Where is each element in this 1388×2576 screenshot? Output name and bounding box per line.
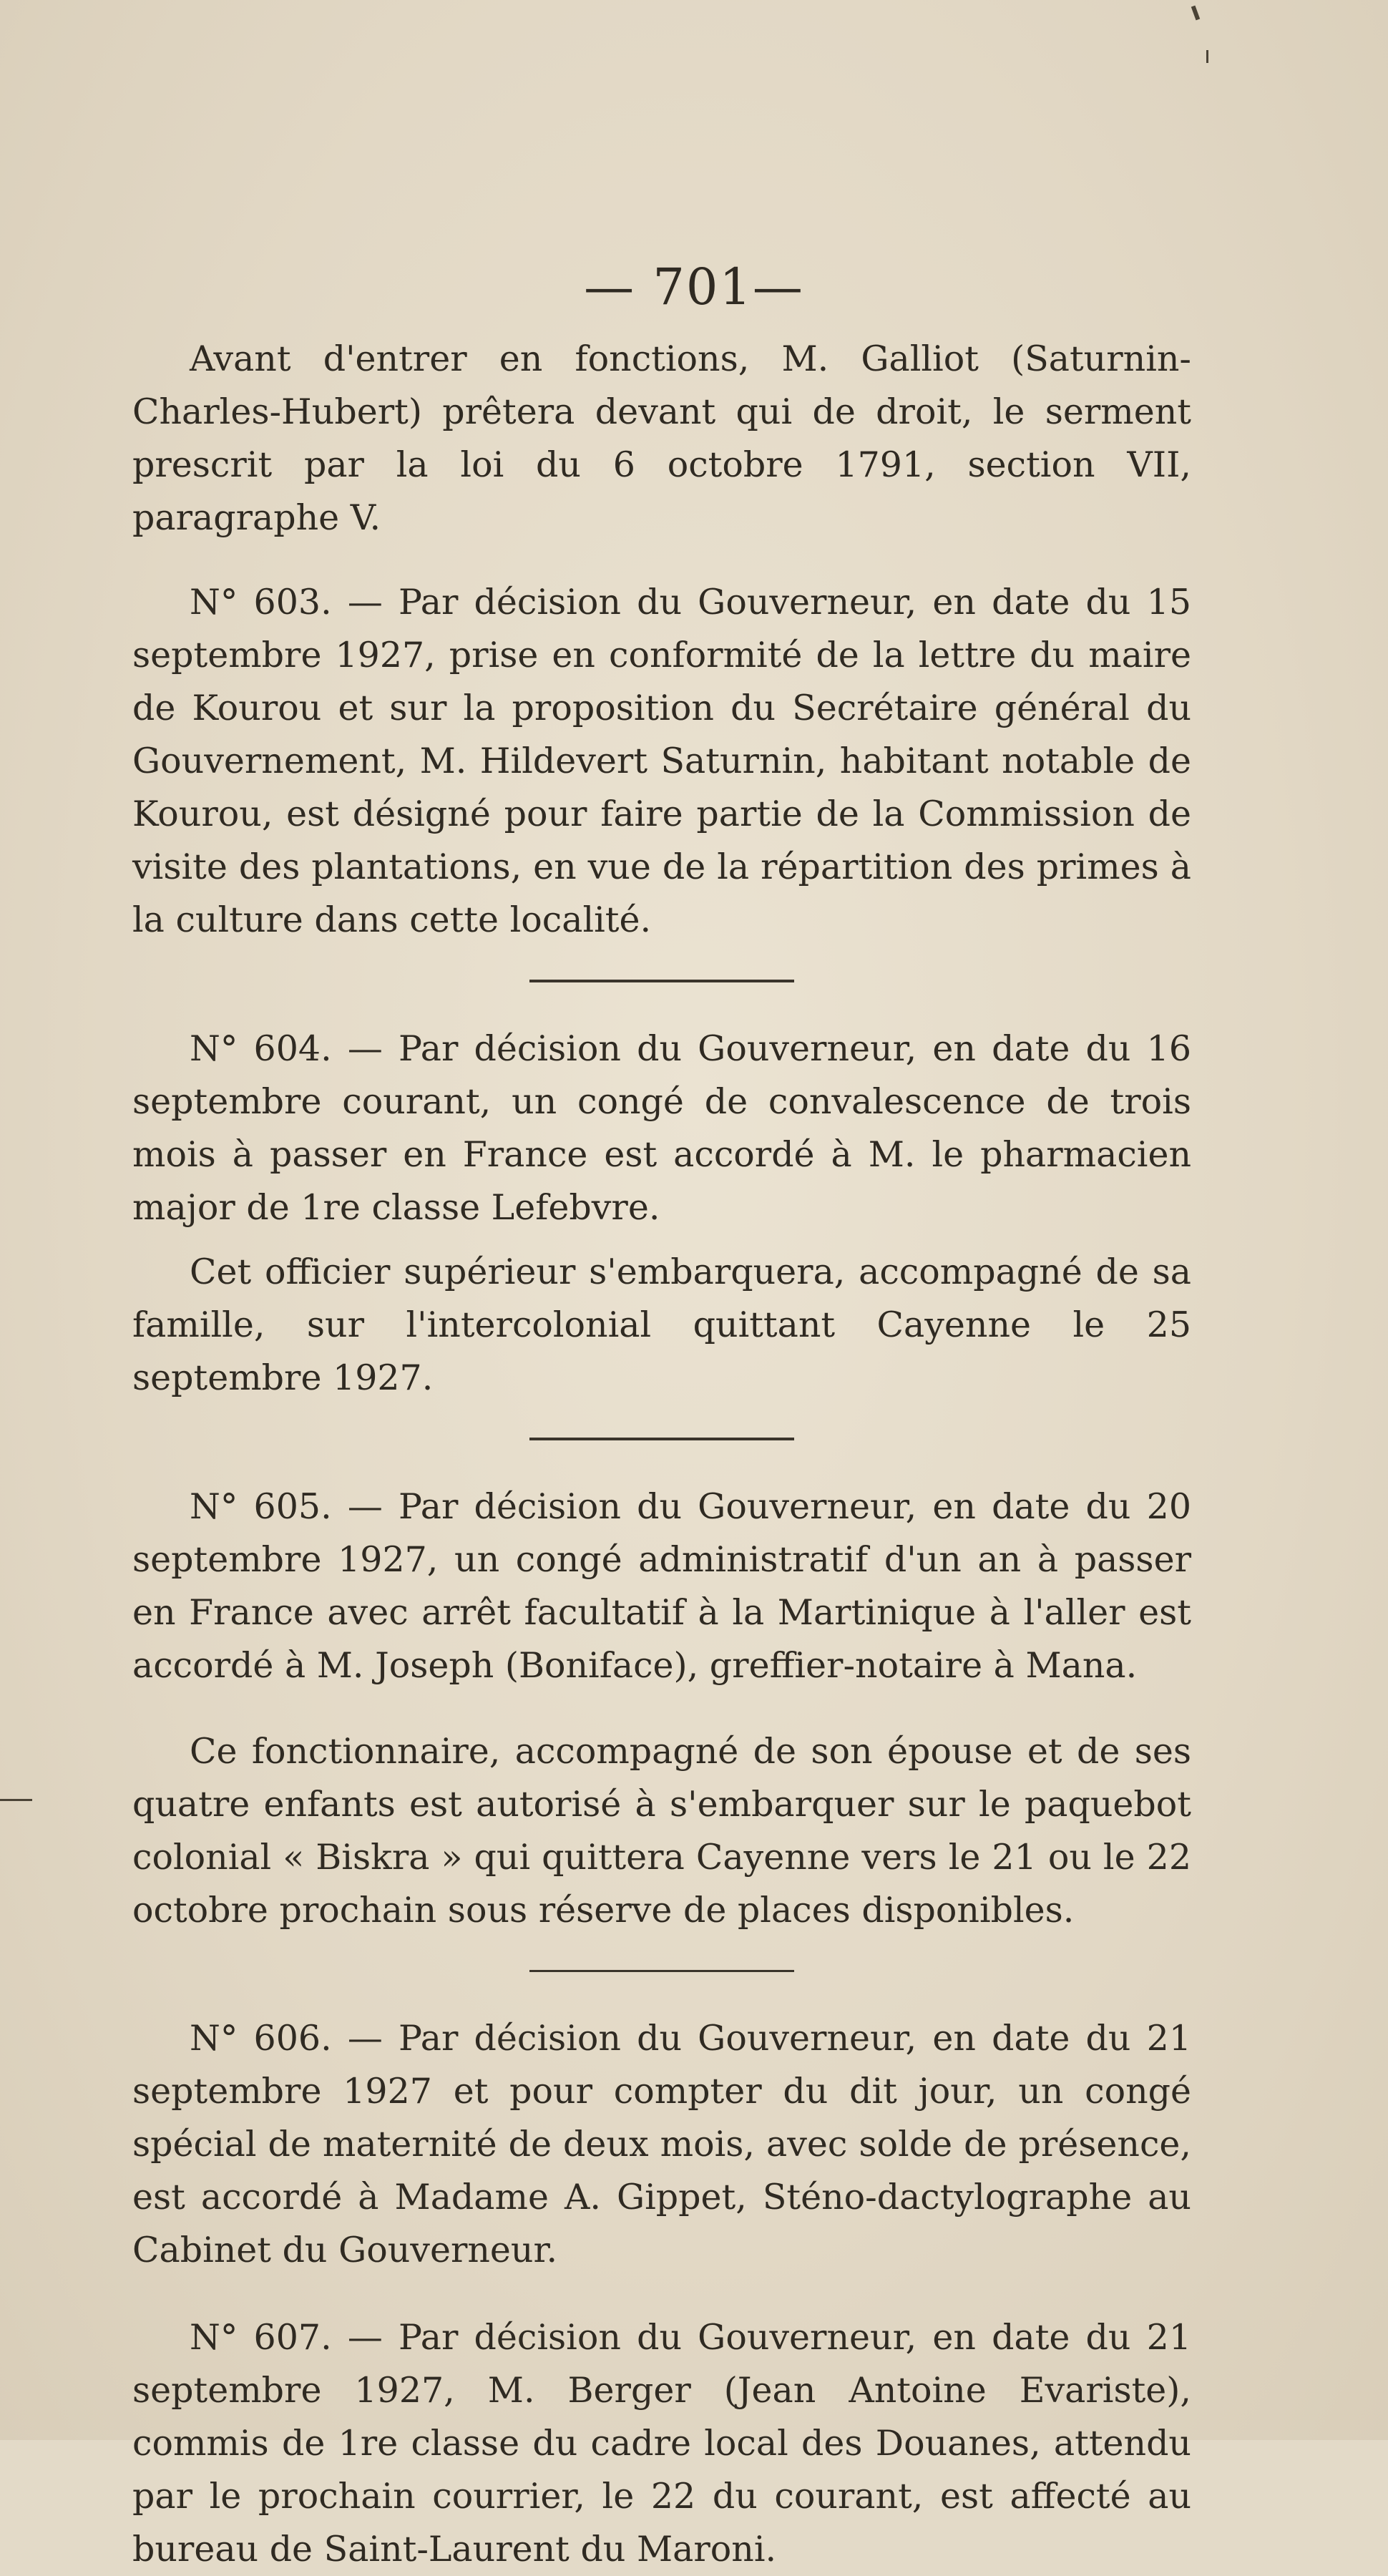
intro-paragraph: Avant d'entrer en fonctions, M. Galliot (Saturnin-Charles-Hubert) prêtera devant qui de droit, le serment prescrit par la loi du 6 octobre 1791, section VII, paragraphe V. <box>132 338 1191 538</box>
separator-rule <box>529 980 794 982</box>
decision-604: N° 604. — Par décision du Gouverneur, en date du 16 septembre courant, un congé de convalescence de trois mois à passer en France est accordé à M. le pharmacien major de 1re classe Lefebvre. <box>132 1028 1191 1228</box>
decision-603: N° 603. — Par décision du Gouverneur, en date du 15 septembre 1927, prise en conformité de la lettre du maire de Kourou et sur la proposition du Secrétaire général du Gouvernement, M. Hildevert Saturnin, habitant notable de Kourou, est désigné pour faire partie de la Commission de visite des plantations, en vue de la répartition des primes à la culture dans cette localité. <box>132 582 1191 940</box>
decision-605-continuation: Ce fonctionnaire, accompagné de son épouse et de ses quatre enfants est autorisé à s'embarquer sur le paquebot colonial « Biskra » qui quittera Cayenne vers le 21 ou le 22 octobre prochain sous réserve de places disponibles. <box>132 1731 1191 1931</box>
decision-604-continuation: Cet officier supérieur s'embarquera, accompagné de sa famille, sur l'intercolonial quittant Cayenne le 25 septembre 1927. <box>132 1252 1191 1398</box>
page-number: — 701— <box>584 258 804 316</box>
ink-speck <box>1191 6 1200 21</box>
decision-606: N° 606. — Par décision du Gouverneur, en date du 21 septembre 1927 et pour compter du dit jour, un congé spécial de maternité de deux mois, avec solde de présence, est accordé à Madame A. Gippet, Sténo-dactylographe au Cabinet du Gouverneur. <box>132 2018 1191 2270</box>
ink-speck <box>1206 50 1208 63</box>
separator-rule <box>529 1438 794 1440</box>
separator-rule <box>529 1970 794 1972</box>
decision-607: N° 607. — Par décision du Gouverneur, en date du 21 septembre 1927, M. Berger (Jean Antoine Evariste), commis de 1re classe du cadre local des Douanes, attendu par le prochain courrier, le 22 du courant, est affecté au bureau de Saint-Laurent du Maroni. <box>132 2317 1191 2570</box>
decision-605: N° 605. — Par décision du Gouverneur, en date du 20 septembre 1927, un congé administratif d'un an à passer en France avec arrêt facultatif à la Martinique à l'aller est accordé à M. Joseph (Boniface), greffier-notaire à Mana. <box>132 1486 1191 1686</box>
text-column <box>132 333 1191 2576</box>
ink-speck <box>0 1799 32 1801</box>
